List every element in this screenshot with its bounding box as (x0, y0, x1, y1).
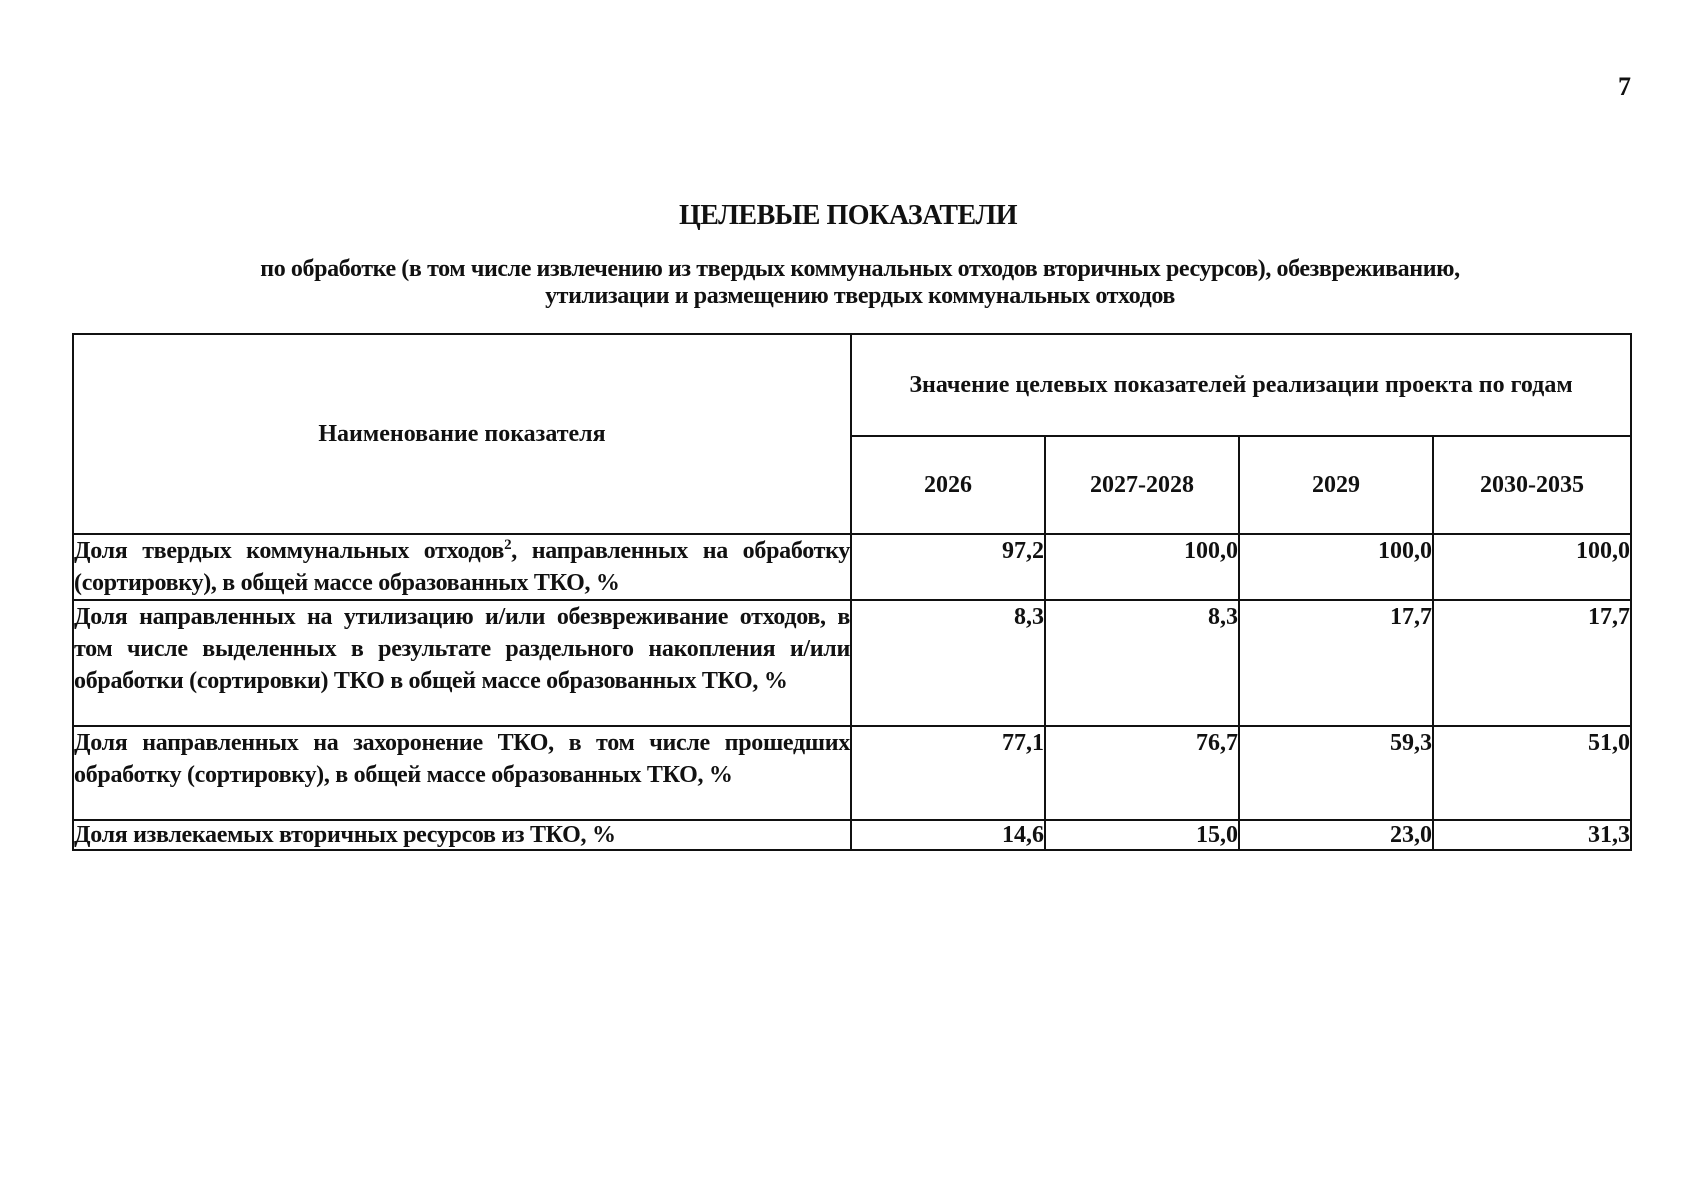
footnote-marker: 2 (504, 537, 512, 553)
values-group-header: Значение целевых показателей реализации проекта по годам (851, 334, 1631, 436)
value-cell: 14,6 (851, 820, 1045, 850)
value-cell: 76,7 (1045, 726, 1239, 820)
indicator-name: Доля извлекаемых вторичных ресурсов из ТКО, % (73, 820, 851, 850)
indicator-name: Доля направленных на утилизацию и/или обезвреживание отходов, в том числе выделенных в результате раздельного накопления и/или обработки (сортировки) ТКО в общей массе образованных ТКО, % (73, 600, 851, 726)
year-header: 2029 (1239, 436, 1433, 534)
year-header: 2027-2028 (1045, 436, 1239, 534)
value-cell: 31,3 (1433, 820, 1631, 850)
value-cell: 51,0 (1433, 726, 1631, 820)
subtitle-line-1: по обработке (в том числе извлечению из твердых коммунальных отходов вторичных ресурсов), обезвреживанию, (260, 256, 1460, 282)
indicator-name-text: , направленных на обработку (сортировку), в общей массе образованных ТКО, % (74, 538, 850, 596)
table-row (73, 726, 1631, 820)
indicator-name: Доля направленных на захоронение ТКО, в том числе прошедших обработку (сортировку), в общей массе образованных ТКО, % (73, 726, 851, 820)
year-header: 2026 (851, 436, 1045, 534)
indicator-name-text: Доля твердых коммунальных отходов (74, 538, 505, 564)
value-cell: 97,2 (851, 534, 1045, 600)
value-cell: 100,0 (1239, 534, 1433, 600)
table-row (73, 600, 1631, 726)
value-cell: 100,0 (1433, 534, 1631, 600)
indicator-name (73, 534, 851, 600)
value-cell: 8,3 (1045, 600, 1239, 726)
document-subtitle (100, 256, 1620, 310)
document-title: ЦЕЛЕВЫЕ ПОКАЗАТЕЛИ (678, 200, 1018, 231)
table-row (73, 534, 1631, 600)
page-number: 7 (1618, 72, 1631, 101)
value-cell: 8,3 (851, 600, 1045, 726)
table-row (73, 820, 1631, 850)
value-cell: 17,7 (1433, 600, 1631, 726)
subtitle-line-2: утилизации и размещению твердых коммунальных отходов (545, 283, 1175, 309)
targets-table (72, 333, 1632, 851)
value-cell: 77,1 (851, 726, 1045, 820)
indicator-name-header: Наименование показателя (73, 334, 851, 534)
value-cell: 15,0 (1045, 820, 1239, 850)
value-cell: 23,0 (1239, 820, 1433, 850)
value-cell: 100,0 (1045, 534, 1239, 600)
value-cell: 59,3 (1239, 726, 1433, 820)
year-header: 2030-2035 (1433, 436, 1631, 534)
value-cell: 17,7 (1239, 600, 1433, 726)
